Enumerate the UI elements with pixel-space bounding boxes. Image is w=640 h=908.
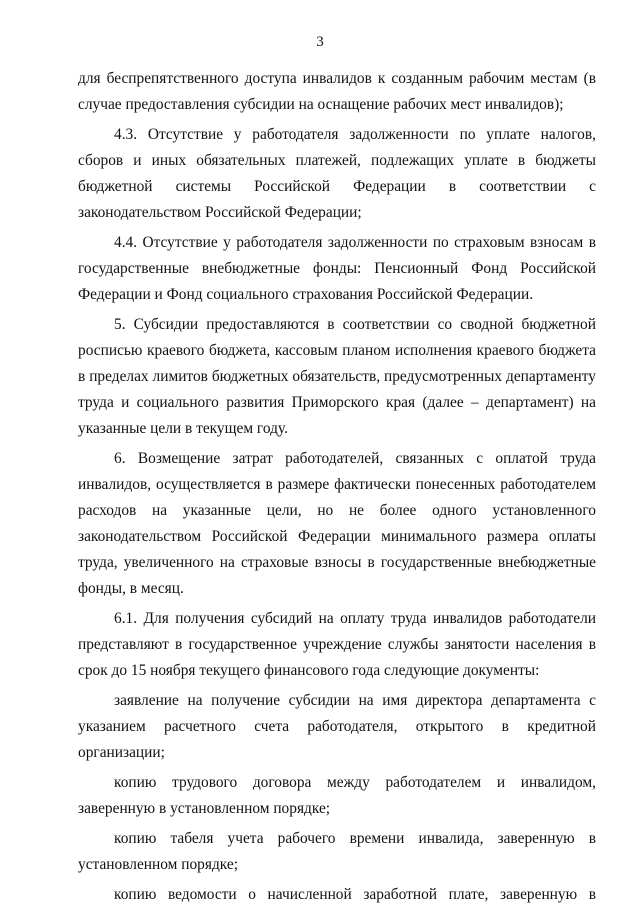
page-number: 3 (316, 34, 324, 50)
document-body (78, 66, 596, 908)
list-item-application: заявление на получение субсидии на имя директора департамента с указанием расчетного счета работодателя, открытого в кредитной организации; (78, 692, 596, 761)
paragraph-4-4-no-insurance-debt: 4.4. Отсутствие у работодателя задолженности по страховым взносам в государственные внебюджетные фонды: Пенсионный Фонд Российской Федерации и Фонд социального страхования Российской Федерации. (78, 234, 596, 303)
paragraph-4-3-no-tax-debt: 4.3. Отсутствие у работодателя задолженности по уплате налогов, сборов и иных обязательных платежей, подлежащих уплате в бюджеты бюджетной системы Российской Федерации в соответствии с законодательством Российской Федерации; (78, 126, 596, 221)
list-item-timesheet: копию табеля учета рабочего времени инвалида, заверенную в установленном порядке; (78, 830, 596, 873)
list-item-employment-contract: копию трудового договора между работодателем и инвалидом, заверенную в установленном порядке; (78, 774, 596, 817)
list-item-payroll-statement: копию ведомости о начисленной заработной плате, заверенную в (114, 886, 596, 903)
paragraph-5-subsidy-budget: 5. Субсидии предоставляются в соответствии со сводной бюджетной росписью краевого бюджета, кассовым планом исполнения краевого бюджета в пределах лимитов бюджетных обязательств, предусмотренных департаменту труда и социального развития Приморского края (далее – департамент) на указанные цели в текущем году. (78, 316, 596, 437)
paragraph-accessibility-continuation: для беспрепятственного доступа инвалидов к созданным рабочим местам (в случае предоставления субсидии на оснащение рабочих мест инвалидов); (78, 70, 596, 113)
paragraph-6-cost-reimbursement: 6. Возмещение затрат работодателей, связанных с оплатой труда инвалидов, осуществляется в размере фактически понесенных работодателем расходов на указанные цели, но не более одного установленного законодательством Российской Федерации минимального размера оплаты труда, увеличенного на страховые взносы в государственные внебюджетные фонды, в месяц. (78, 450, 596, 597)
paragraph-6-1-required-documents: 6.1. Для получения субсидий на оплату труда инвалидов работодатели представляют в государственное учреждение службы занятости населения в срок до 15 ноября текущего финансового года следующие документы: (78, 610, 596, 679)
